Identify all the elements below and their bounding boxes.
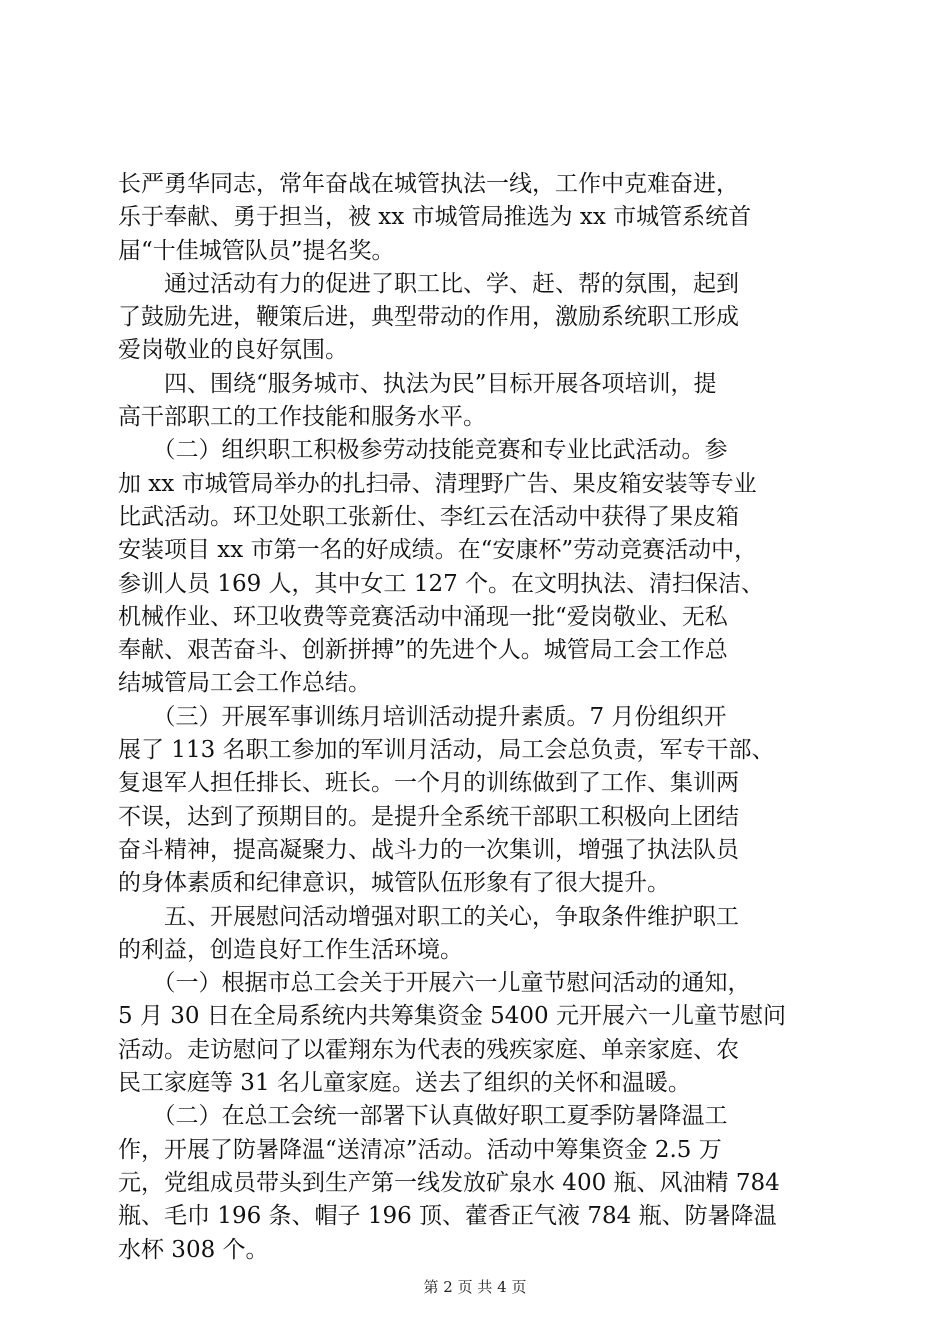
- text-line: 安装项目 xx 市第一名的好成绩。在“安康杯”劳动竞赛活动中，: [118, 537, 758, 564]
- paragraph: [118, 701, 838, 901]
- text-line: （二）组织职工积极参劳动技能竞赛和专业比武活动。参: [118, 437, 728, 464]
- text-line: 展了 113 名职工参加的军训月活动，局工会总负责，军专干部、: [118, 737, 775, 764]
- text-line: 的身体素质和纪律意识，城管队伍形象有了很大提升。: [118, 870, 670, 897]
- text-line: 活动。走访慰问了以霍翔东为代表的残疾家庭、单亲家庭、农: [118, 1036, 739, 1063]
- text-line: 民工家庭等 31 名儿童家庭。送去了组织的关怀和温暖。: [118, 1070, 691, 1097]
- text-line: 乐于奉献、勇于担当，被 xx 市城管局推选为 xx 市城管系统首: [118, 204, 752, 231]
- paragraph: [118, 967, 838, 1100]
- paragraph: [118, 368, 838, 435]
- text-line: 机械作业、环卫收费等竞赛活动中涌现一批“爱岗敬业、无私: [118, 603, 728, 630]
- paragraph: [118, 268, 838, 368]
- text-line: 长严勇华同志，常年奋战在城管执法一线，工作中克难奋进，: [118, 171, 739, 197]
- text-line: 加 xx 市城管局举办的扎扫帚、清理野广告、果皮箱安装等专业: [118, 470, 757, 497]
- text-line: 作，开展了防暑降温“送清凉”活动。活动中筹集资金 2.5 万: [118, 1136, 722, 1163]
- text-line: 四、围绕“服务城市、执法为民”目标开展各项培训，提: [118, 370, 717, 397]
- text-line: 了鼓励先进，鞭策后进，典型带动的作用，激励系统职工形成: [118, 304, 739, 331]
- paragraph: [118, 168, 838, 268]
- text-line: 高干部职工的工作技能和服务水平。: [118, 404, 486, 431]
- text-line: 不误，达到了预期目的。是提升全系统干部职工积极向上团结: [118, 803, 739, 830]
- paragraph: [118, 1100, 838, 1266]
- text-line: 的利益，创造良好工作生活环境。: [118, 936, 463, 963]
- text-line: 5 月 30 日在全局系统内共筹集资金 5400 元开展六一儿童节慰问: [118, 1003, 786, 1030]
- text-line: 元，党组成员带头到生产第一线发放矿泉水 400 瓶、风油精 784: [118, 1169, 780, 1196]
- page-footer: 第 2 页 共 4 页: [423, 1278, 527, 1296]
- text-line: 水杯 308 个。: [118, 1236, 269, 1263]
- text-line: 爱岗敬业的良好氛围。: [118, 337, 348, 364]
- text-line: 五、开展慰问活动增强对职工的关心，争取条件维护职工: [118, 903, 739, 930]
- text-line: 届“十佳城管队员”提名奖。: [118, 237, 395, 264]
- paragraph: [118, 434, 838, 700]
- text-line: 通过活动有力的促进了职工比、学、赶、帮的氛围，起到: [118, 270, 739, 297]
- text-line: 参训人员 169 人，其中女工 127 个。在文明执法、清扫保洁、: [118, 570, 765, 597]
- text-line: （三）开展军事训练月培训活动提升素质。7 月份组织开: [118, 703, 727, 730]
- text-line: 比武活动。环卫处职工张新仕、李红云在活动中获得了果皮箱: [118, 503, 739, 530]
- text-line: 奉献、艰苦奋斗、创新拼搏”的先进个人。城管局工会工作总: [118, 637, 728, 664]
- text-line: （二）在总工会统一部署下认真做好职工夏季防暑降温工: [118, 1103, 728, 1130]
- document-body: [118, 168, 838, 1267]
- paragraph: [118, 901, 838, 968]
- text-line: 结城管局工会工作总结。: [118, 670, 371, 697]
- text-line: （一）根据市总工会关于开展六一儿童节慰问活动的通知，: [118, 970, 751, 997]
- text-line: 奋斗精神，提高凝聚力、战斗力的一次集训，增强了执法队员: [118, 836, 739, 863]
- text-line: 瓶、毛巾 196 条、帽子 196 顶、藿香正气液 784 瓶、防暑降温: [118, 1203, 777, 1230]
- text-line: 复退军人担任排长、班长。一个月的训练做到了工作、集训两: [118, 770, 739, 797]
